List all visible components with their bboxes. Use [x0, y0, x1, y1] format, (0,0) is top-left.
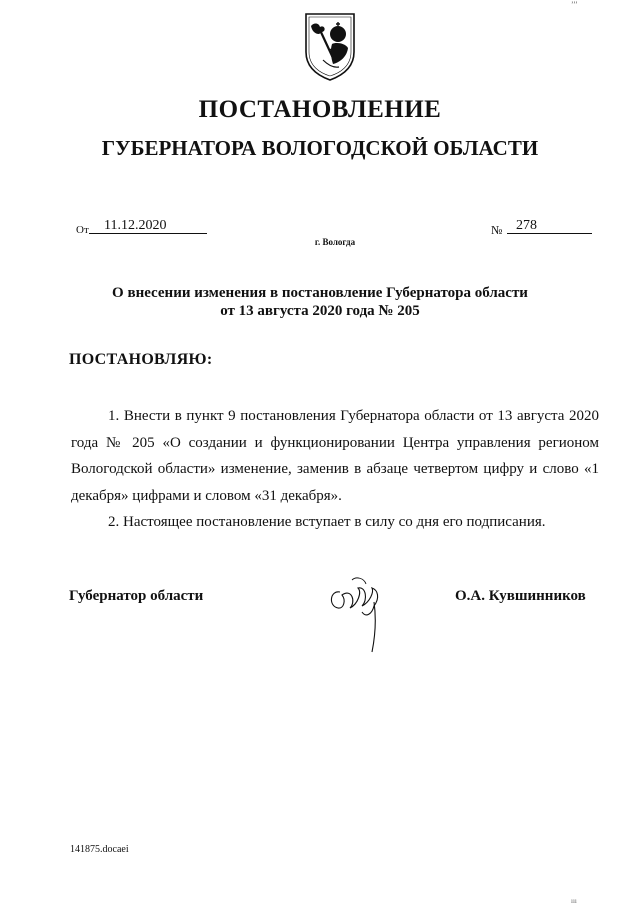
document-city: г. Вологда — [314, 237, 356, 247]
document-number: 278 — [516, 218, 537, 233]
signatory-name: О.А. Кувшинников — [455, 588, 586, 604]
date-prefix: От — [76, 224, 89, 236]
subject-line-2: от 13 августа 2020 года № 205 — [220, 303, 420, 319]
document-title: ПОСТАНОВЛЕНИЕ — [198, 96, 442, 123]
handwritten-signature — [322, 562, 392, 657]
resolve-heading: ПОСТАНОВЛЯЮ: — [69, 351, 213, 368]
paragraph-2: 2. Настоящее постановление вступает в силу со дня его подписания. — [108, 514, 546, 530]
subject-line-1: О внесении изменения в постановление Губернатора области — [112, 285, 528, 301]
number-prefix: № — [491, 223, 503, 237]
paragraph-1: 1. Внести в пункт 9 постановления Губернатора области от 13 августа 2020 года № 205 «О создании и функционировании Центра управления регионом Вологодской области» изменение, заменив в абзаце четвертом цифру и слово «1 декабря» цифрами и словом «31 декабря». — [71, 408, 599, 504]
document-subtitle: ГУБЕРНАТОРА ВОЛОГОДСКОЙ ОБЛАСТИ — [101, 136, 539, 160]
page-mark-top: ’’’ — [571, 0, 578, 9]
coat-of-arms-emblem — [303, 12, 357, 82]
file-reference: 141875.docaei — [70, 844, 129, 855]
signatory-position: Губернатор области — [69, 588, 204, 604]
page-mark-bottom: ııı — [571, 897, 577, 905]
document-subject — [60, 284, 580, 320]
document-date: 11.12.2020 — [104, 218, 167, 233]
